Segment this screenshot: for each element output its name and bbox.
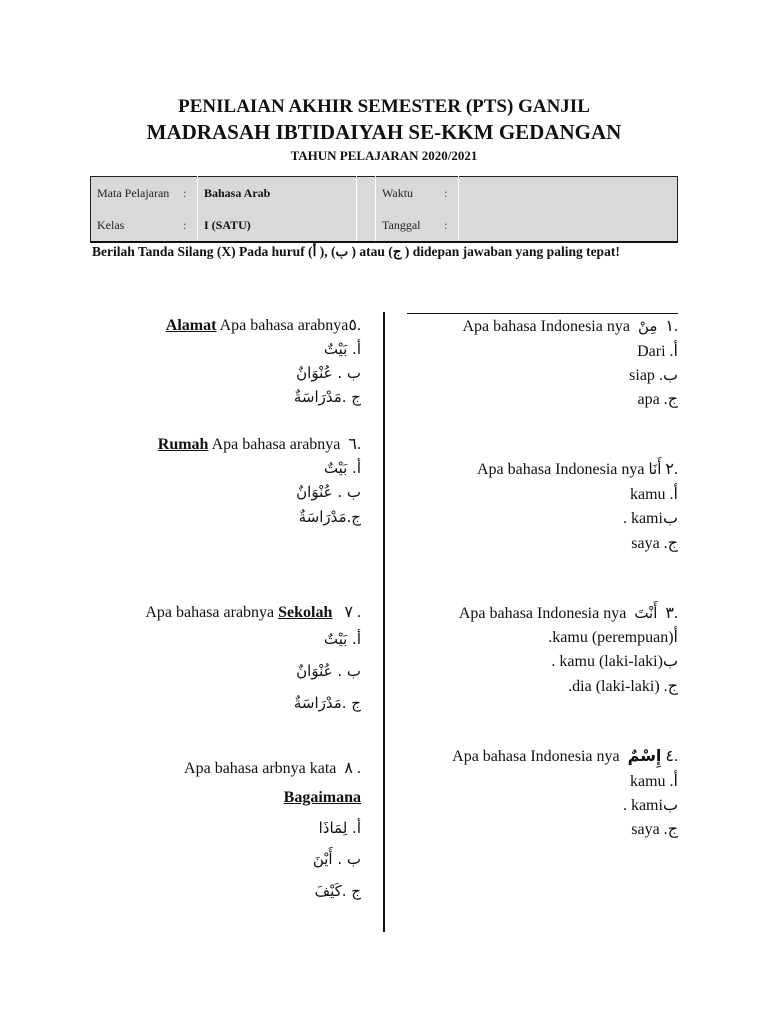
question-text: Apa bahasa Indonesia nya <box>458 605 627 622</box>
question-text: Apa bahasa Indonesia nya <box>476 461 645 478</box>
question-number: .٤ <box>665 748 678 765</box>
question-number: .٣ <box>665 605 678 622</box>
tanggal-label: Tanggal <box>382 217 421 232</box>
question-7 <box>145 602 361 622</box>
tanggal-colon: : <box>438 209 459 242</box>
question-text: Apa bahasa arabnya <box>219 317 349 334</box>
question-3 <box>459 603 678 623</box>
question-number: . ٨ <box>344 760 361 777</box>
keyword: Bagaimana <box>283 789 361 806</box>
column-top-line <box>407 313 678 314</box>
question-text: Apa bahasa Indonesia nya <box>452 748 620 765</box>
question-8-keyword <box>284 789 361 807</box>
column-divider <box>383 312 385 932</box>
question-5 <box>166 315 361 335</box>
question-number: .٢ <box>665 461 678 478</box>
waktu-label: Waktu <box>382 185 414 200</box>
option-a[interactable]: أ. kamu <box>630 486 678 503</box>
mapel-label: Mata Pelajaran <box>97 185 170 200</box>
question-2 <box>477 459 678 479</box>
arabic-word: إِسْمٌ <box>627 746 662 765</box>
option-c[interactable]: ج. dia (laki-laki). <box>568 678 678 695</box>
waktu-colon: : <box>438 177 459 210</box>
header-title-1: PENILAIAN AKHIR SEMESTER (PTS) GANJIL <box>178 96 590 117</box>
option-b[interactable]: ب . عُنْوَانٌ <box>296 662 361 680</box>
option-b[interactable]: بkami . <box>622 797 678 814</box>
keyword: Sekolah <box>278 604 333 621</box>
option-b[interactable]: ب. siap <box>629 367 678 384</box>
option-b[interactable]: ب . عُنْوَانٌ <box>296 483 361 501</box>
arabic-word: أَنْتَ <box>634 604 658 622</box>
spacer-cell <box>357 209 376 242</box>
header-title-2: MADRASAH IBTIDAIYAH SE-KKM GEDANGAN <box>146 120 622 144</box>
question-number: . ٧ <box>344 604 361 621</box>
keyword: Rumah <box>157 436 209 453</box>
kelas-value: I (SATU) <box>198 209 357 242</box>
kelas-colon: : <box>177 209 198 242</box>
option-b[interactable]: ب . عُنْوَانٌ <box>296 364 361 382</box>
tanggal-value <box>459 209 678 242</box>
question-text: Apa bahasa Indonesia nya <box>462 318 630 335</box>
question-text: Apa bahasa arabnya <box>145 604 275 621</box>
header-title-3: TAHUN PELAJARAN 2020/2021 <box>290 148 478 163</box>
option-a[interactable]: أ. بَيْتٌ <box>323 340 361 358</box>
question-1 <box>462 316 678 336</box>
option-a[interactable]: أkamu (perempuan). <box>548 629 678 646</box>
arabic-word: مِنْ <box>637 317 658 335</box>
option-a[interactable]: أ. kamu <box>630 773 678 790</box>
option-a[interactable]: أ. Dari <box>637 343 678 360</box>
question-number: .٦ <box>348 436 361 453</box>
arabic-word: أَنَا <box>648 460 662 478</box>
option-b[interactable]: بkami . <box>622 510 678 527</box>
option-a[interactable]: أ. بَيْتٌ <box>323 459 361 477</box>
kelas-label: Kelas <box>97 217 125 232</box>
option-c[interactable]: ج. saya <box>631 821 678 838</box>
option-b[interactable]: بkamu (laki-laki) . <box>551 653 678 670</box>
question-8 <box>184 758 361 778</box>
question-text: Apa bahasa arabnya <box>211 436 341 453</box>
question-text: Apa bahasa arbnya kata <box>184 760 337 777</box>
question-number: .٥ <box>348 317 361 334</box>
option-c[interactable]: ج .مَدْرَاسَةٌ <box>293 388 361 406</box>
option-c[interactable]: ج .كَيْفَ <box>314 882 361 900</box>
spacer-cell <box>357 177 376 210</box>
waktu-value <box>459 177 678 210</box>
option-c[interactable]: ج.مَدْرَاسَةٌ <box>298 508 361 526</box>
instruction-text: Berilah Tanda Silang (X) Pada huruf (أ ), (ب ) atau (ج ) didepan jawaban yang paling tepat! <box>92 244 620 259</box>
option-c[interactable]: ج. apa <box>637 391 678 408</box>
option-c[interactable]: ج. saya <box>631 535 678 552</box>
option-b[interactable]: ب . أَيْنَ <box>312 850 361 868</box>
option-c[interactable]: ج .مَدْرَاسَةٌ <box>293 694 361 712</box>
mapel-colon: : <box>177 177 198 210</box>
mapel-value: Bahasa Arab <box>198 177 357 210</box>
option-a[interactable]: أ. لِمَاذَا <box>318 819 361 837</box>
keyword: Alamat <box>165 317 217 334</box>
info-table <box>90 176 678 243</box>
question-number: .١ <box>665 318 678 335</box>
question-4 <box>452 746 678 766</box>
question-6 <box>158 434 361 454</box>
option-a[interactable]: أ. بَيْتٌ <box>323 630 361 648</box>
